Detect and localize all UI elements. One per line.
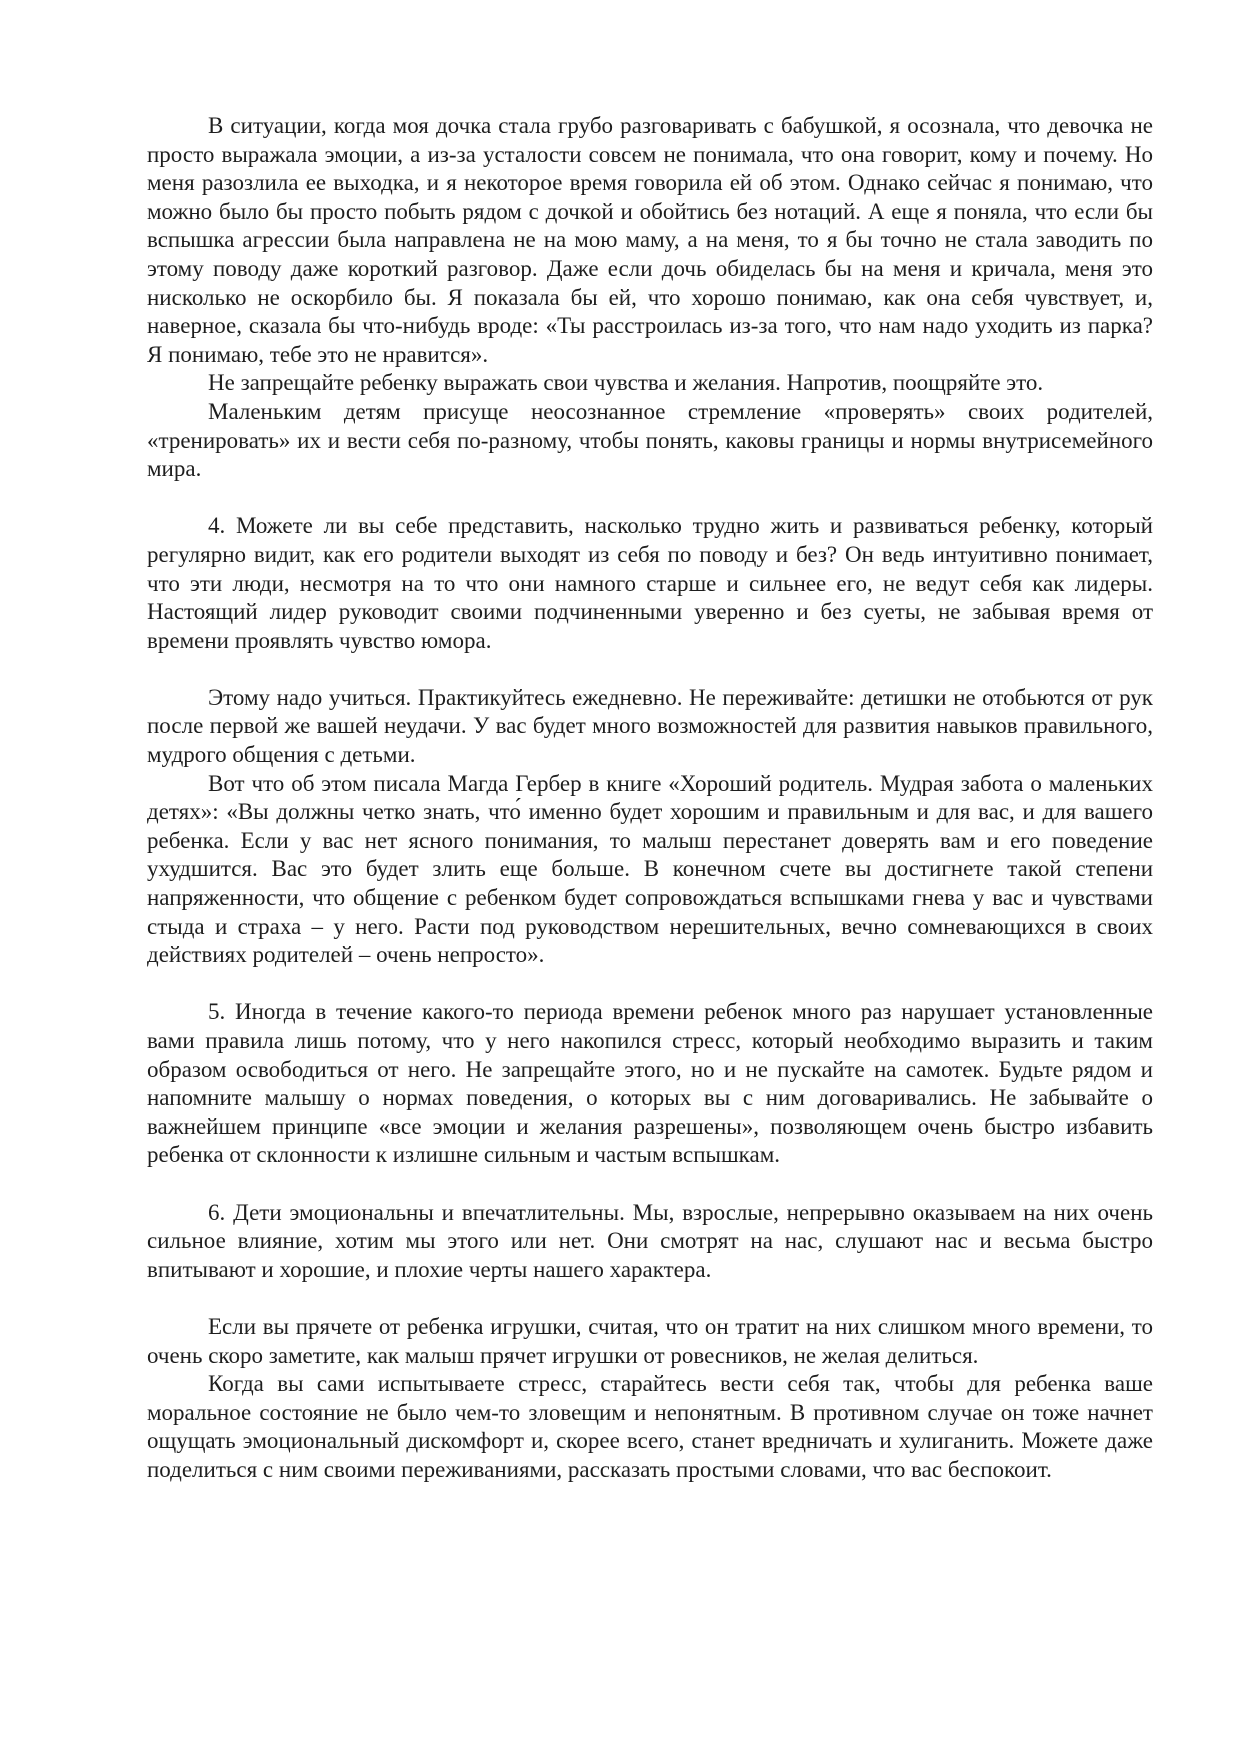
paragraph-point-4: 4. Можете ли вы себе представить, насколько трудно жить и развиваться ребенку, который регулярно видит, как его родители выходят из себя по поводу и без? Он ведь интуитивно понимает, что эти люди, несмотря на то что они намного старше и сильнее его, не ведут себя как лидеры. Настоящий лидер руководит своими подчиненными уверенно и без суеты, не забывая время от времени проявлять чувство юмора. — [147, 513, 1153, 653]
paragraph-gap — [147, 1170, 1153, 1199]
paragraph-children-testing-parents: Маленьким детям присуще неосознанное стремление «проверять» своих родителей, «тренировать» их и вести себя по-разному, чтобы понять, каковы границы и нормы внутрисемейного мира. — [147, 398, 1153, 482]
paragraph-gap — [147, 1284, 1153, 1313]
paragraph-gap — [147, 655, 1153, 684]
paragraph-point-5: 5. Иногда в течение какого-то периода времени ребенок много раз нарушает установленные вами правила лишь потому, что у него накопился стресс, который необходимо выразить и таким образом освободиться от него. Не запрещайте этого, но и не пускайте на самотек. Будьте рядом и напомните малышу о нормах поведения, о которых вы с ним договаривались. Не забывайте о важнейшем принципе «все эмоции и желания разрешены», позволяющем очень быстро избавить ребенка от склонности к излишне сильным и частым вспышкам. — [147, 999, 1153, 1168]
paragraph-dont-forbid-feelings: Не запрещайте ребенку выражать свои чувства и желания. Напротив, поощряйте это. — [208, 370, 1044, 396]
paragraph-gap — [147, 970, 1153, 999]
paragraph-stress-behavior: Когда вы сами испытываете стресс, старайтесь вести себя так, чтобы для ребенка ваше моральное состояние не было чем-то зловещим и непонятным. В противном случае он тоже начнет ощущать эмоциональный дискомфорт и, скорее всего, станет вредничать и хулиганить. Можете даже поделиться с ним своими переживаниями, рассказать простыми словами, что вас беспокоит. — [147, 1371, 1153, 1482]
document-page — [147, 112, 1153, 1485]
paragraph-hiding-toys: Если вы прячете от ребенка игрушки, считая, что он тратит на них слишком много времени, то очень скоро заметите, как малыш прячет игрушки от ровесников, не желая делиться. — [147, 1313, 1153, 1368]
paragraph-gap — [147, 484, 1153, 513]
paragraph-magda-gerber-quote: Вот что об этом писала Магда Гербер в книге «Хороший родитель. Мудрая забота о маленьких детях»: «Вы должны четко знать, что́ именно будет хорошим и правильным и для вас, и для вашего ребенка. Если у вас нет ясного понимания, то малыш перестанет доверять вам и его поведение ухудшится. Вас это будет злить еще больше. В конечном счете вы достигнете такой степени напряженности, что общение с ребенком будет сопровождаться вспышками гнева у вас и чувствами стыда и страха – у него. Расти под руководством нерешительных, вечно сомневающихся в своих действиях родителей – очень непросто». — [147, 770, 1153, 968]
paragraph-practice-daily: Этому надо учиться. Практикуйтесь ежедневно. Не переживайте: детишки не отобьются от рук после первой же вашей неудачи. У вас будет много возможностей для развития навыков правильного, мудрого общения с детьми. — [147, 684, 1153, 768]
paragraph-grandmother-situation: В ситуации, когда моя дочка стала грубо разговаривать с бабушкой, я осознала, что девочка не просто выражала эмоции, а из-за усталости совсем не понимала, что она говорит, кому и почему. Но меня разозлила ее выходка, и я некоторое время говорила ей об этом. Однако сейчас я понимаю, что можно было бы просто побыть рядом с дочкой и обойтись без нотаций. А еще я поняла, что если бы вспышка агрессии была направлена не на мою маму, а на меня, то я бы точно не стала заводить по этому поводу даже короткий разговор. Даже если дочь обиделась бы на меня и кричала, меня это нисколько не оскорбило бы. Я показала бы ей, что хорошо понимаю, как она себя чувствует, и, наверное, сказала бы что-нибудь вроде: «Ты расстроилась из-за того, что нам надо уходить из парка? Я понимаю, тебе это не нравится». — [147, 113, 1153, 367]
paragraph-point-6: 6. Дети эмоциональны и впечатлительны. Мы, взрослые, непрерывно оказываем на них очень сильное влияние, хотим мы этого или нет. Они смотрят на нас, слушают нас и весьма быстро впитывают и хорошие, и плохие черты нашего характера. — [147, 1199, 1153, 1282]
